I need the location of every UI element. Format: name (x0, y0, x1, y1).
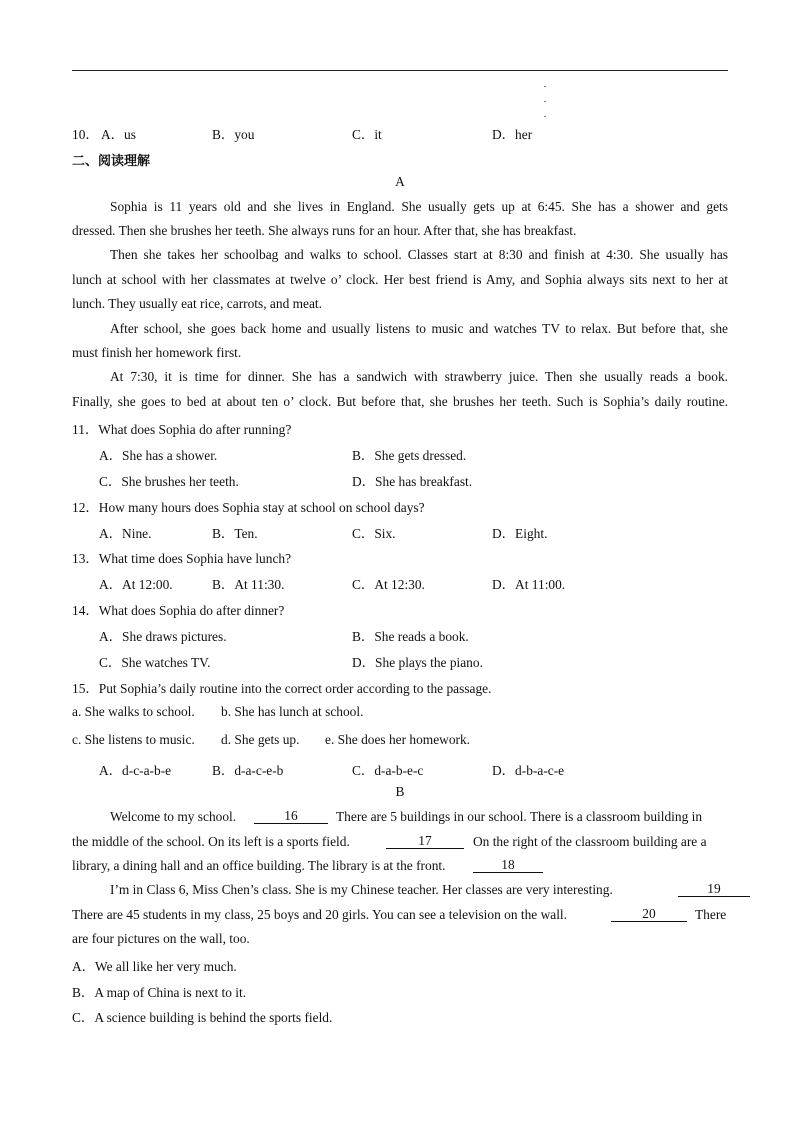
option-d: D．Eight. (492, 526, 548, 541)
routine-item-c: c. She listens to music. (72, 732, 195, 747)
option-a: A．At 12:00. (99, 577, 173, 592)
option-d: D．d-b-a-c-e (492, 763, 565, 778)
option-d: D．her (492, 127, 533, 142)
option-b: B．d-a-c-e-b (212, 763, 284, 778)
routine-item-e: e. She does her homework. (325, 732, 471, 747)
blank-16[interactable]: 16 (254, 809, 328, 824)
passage-text: There (695, 907, 727, 922)
passage-line: must finish her homework first. (72, 345, 242, 360)
passage-line: After school, she goes back home and usually listens to music and watches TV to relax. But before that, she (110, 321, 728, 336)
choice-a: A．We all like her very much. (72, 959, 237, 974)
passage-line: dressed. Then she brushes her teeth. She always runs for an hour. After that, she has breakfast. (72, 223, 577, 238)
routine-item-b: b. She has lunch at school. (221, 704, 364, 719)
blank-19[interactable]: 19 (678, 882, 750, 897)
choice-b: B．A map of China is next to it. (72, 985, 247, 1000)
option-a: A．She draws pictures. (99, 629, 227, 644)
blank-17[interactable]: 17 (386, 834, 464, 849)
passage-line: Finally, she goes to bed at about ten o’ clock. But before that, she brushes her teeth. Such is Sophia’s daily routine. (72, 394, 728, 409)
passage-text: There are 45 students in my class, 25 boys and 20 girls. You can see a television on the wall. (72, 907, 567, 922)
option-b: B．Ten. (212, 526, 258, 541)
question-stem: 12．How many hours does Sophia stay at school on school days? (72, 500, 425, 515)
routine-item-a: a. She walks to school. (72, 704, 195, 719)
option-b: B．you (212, 127, 255, 142)
passage-label: A (395, 174, 405, 189)
margin-dot (544, 101, 546, 102)
option-a: A．us (101, 127, 136, 142)
option-d: D．At 11:00. (492, 577, 566, 592)
blank-20[interactable]: 20 (611, 907, 687, 922)
choice-c: C．A science building is behind the sports field. (72, 1010, 333, 1025)
option-c: C．She watches TV. (99, 655, 211, 670)
option-b: B．She reads a book. (352, 629, 469, 644)
section-title: 二、阅读理解 (72, 154, 151, 169)
margin-dot (544, 86, 546, 87)
passage-text: There are 5 buildings in our school. There is a classroom building in (336, 809, 703, 824)
passage-line: At 7:30, it is time for dinner. She has a sandwich with strawberry juice. Then she usually reads a book. (110, 369, 728, 384)
option-d: D．She plays the piano. (352, 655, 483, 670)
passage-label: B (395, 784, 405, 799)
routine-item-d: d. She gets up. (221, 732, 300, 747)
option-c: C．At 12:30. (352, 577, 425, 592)
option-c: C．d-a-b-e-c (352, 763, 424, 778)
question-stem: 14．What does Sophia do after dinner? (72, 603, 285, 618)
option-c: C．She brushes her teeth. (99, 474, 239, 489)
option-c: C．it (352, 127, 382, 142)
question-number: 10． (72, 127, 99, 142)
option-b: B．At 11:30. (212, 577, 285, 592)
passage-line: lunch at school with her classmates at twelve o’ clock. Her best friend is Amy, and Sophia always sits next to her at (72, 272, 728, 287)
passage-text: I’m in Class 6, Miss Chen’s class. She is my Chinese teacher. Her classes are very interesting. (110, 882, 613, 897)
question-stem: 15．Put Sophia’s daily routine into the correct order according to the passage. (72, 681, 492, 696)
option-b: B．She gets dressed. (352, 448, 467, 463)
option-a: A．d-c-a-b-e (99, 763, 172, 778)
margin-dot (544, 116, 546, 117)
passage-text: Welcome to my school. (110, 809, 237, 824)
blank-18[interactable]: 18 (473, 858, 543, 873)
passage-line: lunch. They usually eat rice, carrots, and meat. (72, 296, 322, 311)
passage-text: the middle of the school. On its left is a sports field. (72, 834, 350, 849)
passage-text: library, a dining hall and an office building. The library is at the front. (72, 858, 446, 873)
option-a: A．She has a shower. (99, 448, 218, 463)
option-c: C．Six. (352, 526, 396, 541)
passage-line: Sophia is 11 years old and she lives in England. She usually gets up at 6:45. She has a shower and gets (110, 199, 728, 214)
question-stem: 13．What time does Sophia have lunch? (72, 551, 292, 566)
option-d: D．She has breakfast. (352, 474, 473, 489)
passage-text: On the right of the classroom building are a (473, 834, 707, 849)
question-stem: 11．What does Sophia do after running? (72, 422, 292, 437)
header-rule (72, 70, 728, 71)
passage-text: are four pictures on the wall, too. (72, 931, 250, 946)
option-a: A．Nine. (99, 526, 152, 541)
passage-line: Then she takes her schoolbag and walks to school. Classes start at 8:30 and finish at 4:30. She usually has (110, 247, 728, 262)
